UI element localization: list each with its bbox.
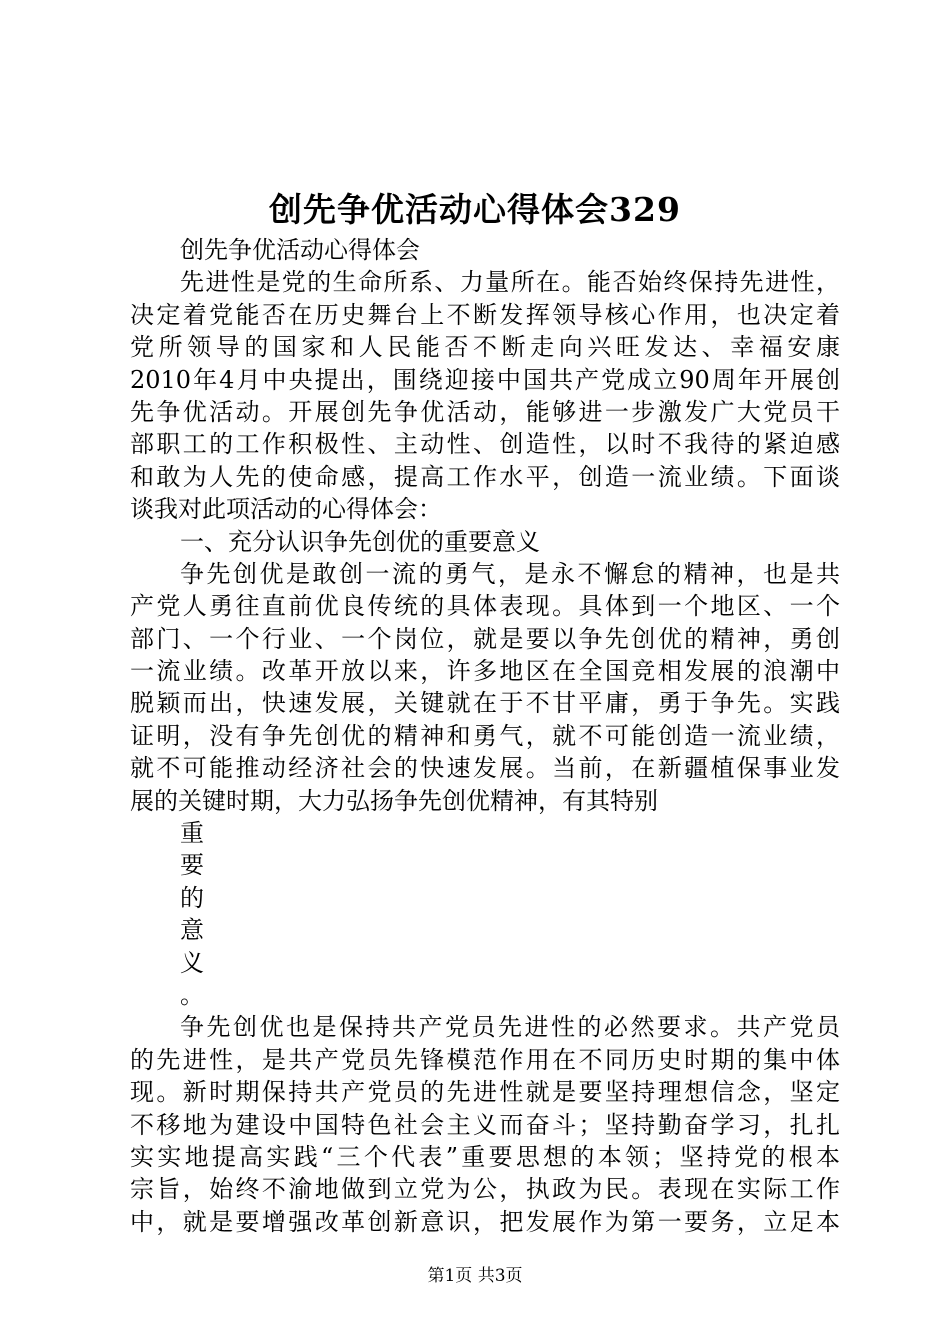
text-line: 2010年4月中央提出，围绕迎接中国共产党成立90周年开展创 — [130, 365, 840, 394]
vertical-char: 重 — [180, 819, 204, 848]
text-line: 争先创优也是保持共产党员先进性的必然要求。共产党员 — [180, 1013, 840, 1042]
text-line: 部职工的工作积极性、主动性、创造性，以时不我待的紧迫感 — [130, 430, 840, 459]
text-line: 产党人勇往直前优良传统的具体表现。具体到一个地区、一个 — [130, 592, 840, 621]
text-line: 部门、一个行业、一个岗位，就是要以争先创优的精神，勇创 — [130, 624, 840, 653]
text-line: 不移地为建设中国特色社会主义而奋斗；坚持勤奋学习，扎扎 — [130, 1110, 840, 1139]
text-line: 宗旨，始终不渝地做到立党为公，执政为民。表现在实际工作 — [130, 1175, 840, 1204]
vertical-char: 。 — [180, 980, 204, 1009]
vertical-char: 要 — [180, 851, 204, 880]
vertical-text — [130, 817, 840, 1011]
text-line: 展的关键时期，大力弘扬争先创优精神，有其特别 — [130, 786, 658, 815]
vertical-char: 意 — [180, 916, 204, 945]
text-line: 的先进性，是共产党员先锋模范作用在不同历史时期的集中体 — [130, 1045, 840, 1074]
text-line: 脱颖而出，快速发展，关键就在于不甘平庸，勇于争先。实践 — [130, 689, 840, 718]
section-heading: 一、充分认识争先创优的重要意义 — [180, 527, 540, 556]
text-line: 党所领导的国家和人民能否不断走向兴旺发达、幸福安康 — [130, 333, 840, 362]
text-line: 决定着党能否在历史舞台上不断发挥领导核心作用，也决定着 — [130, 300, 840, 329]
text-line: 谈我对此项活动的心得体会： — [130, 495, 442, 524]
text-line: 就不可能推动经济社会的快速发展。当前，在新疆植保事业发 — [130, 754, 840, 783]
vertical-char: 的 — [180, 883, 204, 912]
text-line: 先争优活动。开展创先争优活动，能够进一步激发广大党员干 — [130, 397, 840, 426]
text-line: 争先创优是敢创一流的勇气，是永不懈怠的精神，也是共 — [180, 559, 840, 588]
text-line: 证明，没有争先创优的精神和勇气，就不可能创造一流业绩， — [130, 721, 840, 750]
document-title: 创先争优活动心得体会329 — [269, 190, 681, 229]
text-line: 一流业绩。改革开放以来，许多地区在全国竞相发展的浪潮中 — [130, 657, 840, 686]
subtitle: 创先争优活动心得体会 — [180, 236, 420, 264]
page-footer: 第1页 共3页 — [427, 1266, 523, 1286]
vertical-char: 义 — [180, 948, 204, 977]
text-line: 中，就是要增强改革创新意识，把发展作为第一要务，立足本 — [130, 1207, 840, 1236]
text-line: 先进性是党的生命所系、力量所在。能否始终保持先进性， — [180, 268, 840, 297]
paragraph-2 — [130, 558, 840, 817]
document-body — [130, 234, 840, 1238]
paragraph-3 — [130, 1011, 840, 1238]
paragraph-1 — [130, 266, 840, 525]
text-line: 和敢为人先的使命感，提高工作水平，创造一流业绩。下面谈 — [130, 462, 840, 491]
text-line: 现。新时期保持共产党员的先进性就是要坚持理想信念，坚定 — [130, 1078, 840, 1107]
text-line: 实实地提高实践“三个代表”重要思想的本领；坚持党的根本 — [130, 1142, 840, 1171]
